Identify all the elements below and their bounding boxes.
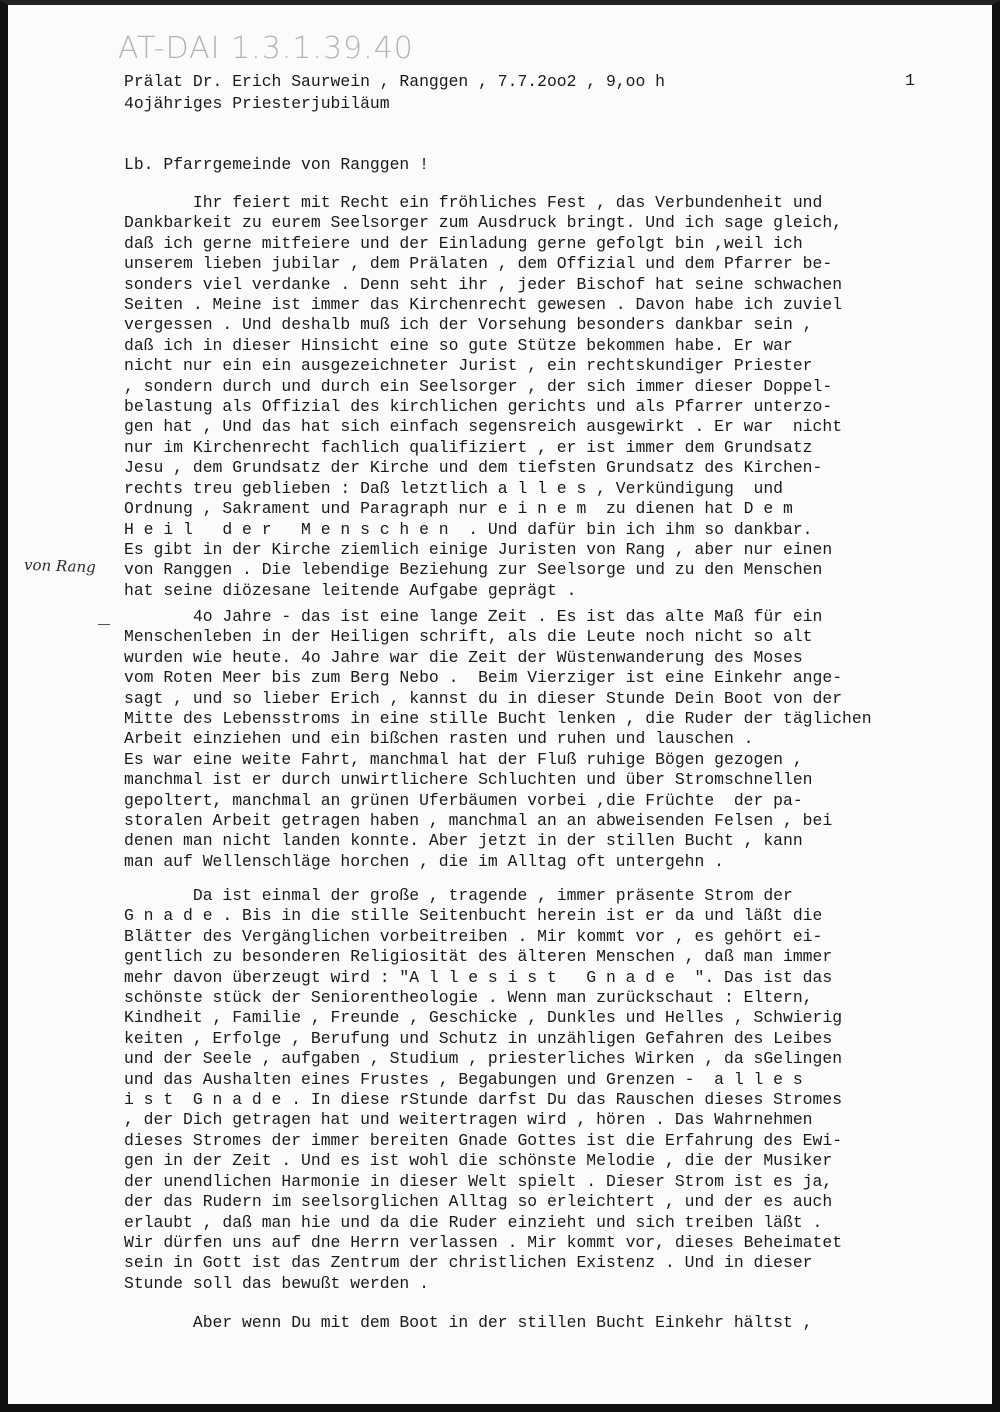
archive-code: AT-DAI 1.3.1.39.40: [118, 31, 414, 66]
text-line: manchmal ist er durch unwirtlichere Schluchten und über Stromschnellen: [124, 770, 813, 790]
text-line: Dankbarkeit zu eurem Seelsorger zum Ausdruck bringt. Und ich sage gleich,: [124, 213, 843, 233]
text-line: gen in der Zeit . Und es ist wohl die schönste Melodie , die der Musiker: [124, 1151, 833, 1171]
text-line: gepoltert, manchmal an grünen Uferbäumen vorbei ,die Früchte der pa-: [124, 790, 803, 810]
text-line: sagt , und so lieber Erich , kannst du in dieser Stunde Dein Boot von der: [124, 688, 843, 708]
text-line: Arbeit einziehen und ein bißchen rasten und ruhen und lauschen .: [124, 729, 754, 749]
text-line: Stunde soll das bewußt werden .: [124, 1273, 429, 1293]
text-line: und das Aushalten eines Frustes , Begabungen und Grenzen - a l l e s: [124, 1069, 803, 1089]
text-line: nur im Kirchenrecht fachlich qualifiziert , er ist immer dem Grundsatz: [124, 437, 813, 457]
text-line: rechts treu geblieben : Daß letztlich a l l e s , Verkündigung und: [124, 478, 784, 498]
handwritten-margin-note: von Rang: [23, 555, 97, 577]
text-line: Es gibt in der Kirche ziemlich einige Juristen von Rang , aber nur einen: [124, 539, 833, 559]
text-line: sonders viel verdanke . Denn seht ihr , jeder Bischof hat seine schwachen: [124, 274, 843, 294]
paragraph-1: [124, 193, 984, 601]
text-line: i s t G n a d e . In diese rStunde darfst Du das Rauschen dieses Stromes: [124, 1090, 843, 1110]
text-line: Mitte des Lebensstroms in eine stille Bucht lenken , die Ruder der täglichen: [124, 709, 872, 729]
header-line-1: Prälat Dr. Erich Saurwein , Ranggen , 7.7.2oo2 , 9,oo h: [124, 72, 665, 91]
text-line: sein in Gott ist das Zentrum der christlichen Existenz . Und in dieser: [124, 1253, 813, 1273]
text-line: Ihr feiert mit Recht ein fröhliches Fest , das Verbundenheit und: [124, 193, 823, 212]
text-line: daß ich in dieser Hinsicht eine so gute Stütze bekommen habe. Er war: [124, 335, 793, 355]
paragraph-2: [124, 607, 984, 872]
text-line: wurden wie heute. 4o Jahre war die Zeit der Wüstenwanderung des Moses: [124, 647, 803, 667]
text-line: von Ranggen . Die lebendige Beziehung zur Seelsorge und zu den Menschen: [124, 560, 823, 580]
text-line: storalen Arbeit getragen haben , manchmal an an abweisenden Felsen , bei: [124, 811, 833, 831]
text-line: H e i l d e r M e n s c h e n . Und dafür bin ich ihm so dankbar.: [124, 519, 813, 539]
text-line: erlaubt , daß man hie und da die Ruder einzieht und sich treiben läßt .: [124, 1212, 823, 1232]
text-line: vergessen . Und deshalb muß ich der Vorsehung besonders dankbar sein ,: [124, 315, 813, 335]
text-line: Menschenleben in der Heiligen schrift, als die Leute noch nicht so alt: [124, 627, 813, 647]
text-line: und der Seele , aufgaben , Studium , priesterliches Wirken , da sGelingen: [124, 1049, 843, 1069]
text-line: daß ich gerne mitfeiere und der Einladung gerne gefolgt bin ,weil ich: [124, 233, 803, 253]
text-line: Seiten . Meine ist immer das Kirchenrecht gewesen . Davon habe ich zuviel: [124, 295, 843, 315]
text-line: Kindheit , Familie , Freunde , Geschicke , Dunkles und Helles , Schwierig: [124, 1008, 843, 1028]
text-line: Blätter des Vergänglichen vorbeitreiben . Mir kommt vor , es gehört ei-: [124, 926, 823, 946]
text-line: keiten , Erfolge , Berufung und Schutz in unzähligen Gefahren des Leibes: [124, 1028, 833, 1048]
text-line: der das Rudern im seelsorglichen Alltag so erleichtert , und der es auch: [124, 1192, 833, 1212]
text-line: mehr davon überzeugt wird : "A l l e s i s t G n a d e ". Das ist das: [124, 967, 833, 987]
text-line: dieses Stromes der immer bereiten Gnade Gottes ist die Erfahrung des Ewi-: [124, 1130, 843, 1150]
text-line: nicht nur ein ein ausgezeichneter Jurist , ein rechtskundiger Priester: [124, 356, 813, 376]
text-line: Wir dürfen uns auf dne Herrn verlassen . Mir kommt vor, dieses Beheimatet: [124, 1232, 843, 1252]
text-line: , sondern durch und durch ein Seelsorger , der sich immer dieser Doppel-: [124, 376, 833, 396]
text-line: Ordnung , Sakrament und Paragraph nur e i n e m zu dienen hat D e m: [124, 499, 793, 519]
page-number: 1: [905, 71, 915, 90]
text-line: Da ist einmal der große , tragende , immer präsente Strom der: [124, 886, 793, 905]
text-line: denen man nicht landen konnte. Aber jetzt in der stillen Bucht , kann: [124, 831, 803, 851]
text-line: vom Roten Meer bis zum Berg Nebo . Beim Vierziger ist eine Einkehr ange-: [124, 668, 843, 688]
text-line: belastung als Offizial des kirchlichen gerichts und als Pfarrer unterzo-: [124, 397, 833, 417]
paragraph-4: [124, 1313, 984, 1332]
paragraph-3: [124, 886, 984, 1294]
margin-dash-mark: [98, 624, 110, 625]
header-line-2: 4ojähriges Priesterjubiläum: [124, 94, 390, 113]
document-header: [124, 71, 984, 115]
salutation: Lb. Pfarrgemeinde von Ranggen !: [124, 155, 429, 174]
text-line: hat seine diözesane leitende Aufgabe geprägt .: [124, 580, 577, 600]
text-line: 4o Jahre - das ist eine lange Zeit . Es ist das alte Maß für ein: [124, 607, 823, 626]
text-line: gentlich zu besonderen Religiosität des älteren Menschen , daß man immer: [124, 947, 833, 967]
text-line: G n a d e . Bis in die stille Seitenbucht herein ist er da und läßt die: [124, 906, 823, 926]
text-line: unserem lieben jubilar , dem Prälaten , dem Offizial und dem Pfarrer be-: [124, 254, 833, 274]
text-line: gen hat , Und das hat sich einfach segensreich ausgewirkt . Er war nicht: [124, 417, 843, 437]
text-line: man auf Wellenschläge horchen , die im Alltag oft untergehn .: [124, 851, 724, 871]
text-line: Es war eine weite Fahrt, manchmal hat der Fluß ruhige Bögen gezogen ,: [124, 749, 803, 769]
text-line: Aber wenn Du mit dem Boot in der stillen Bucht Einkehr hältst ,: [124, 1313, 813, 1332]
text-line: der unendlichen Harmonie in dieser Welt spielt . Dieser Strom ist es ja,: [124, 1171, 833, 1191]
text-line: schönste stück der Seniorentheologie . Wenn man zurückschaut : Eltern,: [124, 988, 813, 1008]
text-line: Jesu , dem Grundsatz der Kirche und dem tiefsten Grundsatz des Kirchen-: [124, 458, 823, 478]
text-line: , der Dich getragen hat und weitertragen wird , hören . Das Wahrnehmen: [124, 1110, 813, 1130]
